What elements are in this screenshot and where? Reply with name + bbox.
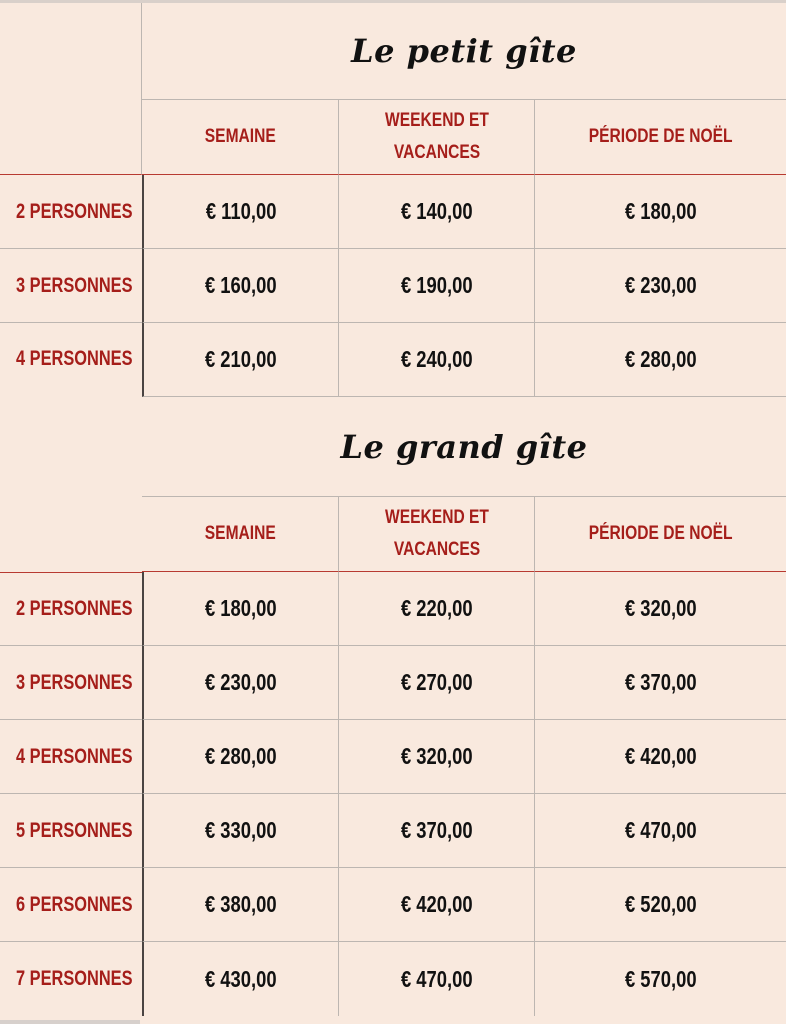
column-header-label: SEMAINE [204,126,276,147]
price-value: € 420,00 [624,743,697,769]
price-cell [535,720,786,794]
row-label-cell [0,868,142,942]
row-label: 7 PERSONNES [16,967,133,990]
price-value: € 180,00 [624,198,697,224]
column-header-label: WEEKEND ET VACANCES [384,507,489,560]
price-cell [142,942,339,1016]
price-value: € 110,00 [205,198,277,224]
price-value: € 280,00 [624,346,697,372]
price-value: € 220,00 [400,595,473,621]
price-cell [535,249,786,323]
corner-cell [0,3,142,100]
price-cell [142,720,339,794]
row-label-cell [0,720,142,794]
price-cell [339,942,535,1016]
price-value: € 330,00 [205,817,277,843]
column-header [142,100,339,175]
price-table [0,3,786,1016]
row-label: 4 PERSONNES [16,744,133,768]
price-cell [535,942,786,1016]
section-title-cell [142,397,786,497]
price-cell [339,175,535,249]
column-header [339,100,535,175]
section-title: Le petit gîte [351,32,577,70]
row-label: 6 PERSONNES [16,892,133,916]
price-cell [535,868,786,942]
section-title: Le grand gîte [340,427,588,466]
row-label-cell [0,942,142,1016]
price-value: € 370,00 [400,817,473,843]
price-value: € 140,00 [400,198,473,224]
price-value: € 180,00 [205,595,277,621]
price-value: € 430,00 [205,965,277,992]
price-cell [339,720,535,794]
price-value: € 270,00 [400,669,473,695]
row-label: 2 PERSONNES [16,199,133,223]
row-label: 3 PERSONNES [16,670,133,694]
row-label-cell [0,323,142,397]
price-value: € 230,00 [205,669,277,695]
column-header [535,497,786,572]
price-value: € 240,00 [400,346,473,372]
price-value: € 470,00 [624,817,697,843]
column-header [339,497,535,572]
price-cell [339,572,535,646]
price-cell [339,646,535,720]
bottom-border [0,1020,140,1024]
price-value: € 190,00 [400,272,473,298]
price-value: € 160,00 [205,272,277,298]
price-cell [142,175,339,249]
column-header [142,497,339,572]
price-cell [339,868,535,942]
price-value: € 520,00 [624,891,697,917]
price-cell [142,572,339,646]
row-label-cell [0,175,142,249]
price-value: € 320,00 [400,743,473,769]
price-cell [535,572,786,646]
price-cell [142,794,339,868]
row-label: 5 PERSONNES [16,818,133,842]
price-value: € 420,00 [400,891,473,917]
price-cell [535,646,786,720]
price-cell [535,794,786,868]
price-cell [142,249,339,323]
column-header-label: PÉRIODE DE NOËL [588,523,733,544]
section-title-cell [142,3,786,100]
row-label: 3 PERSONNES [16,273,133,297]
column-header-label: PÉRIODE DE NOËL [588,126,733,147]
row-label: 4 PERSONNES [16,347,133,370]
price-value: € 280,00 [205,743,277,769]
column-header-label: SEMAINE [204,523,276,544]
price-cell [535,175,786,249]
price-value: € 370,00 [624,669,697,695]
price-value: € 570,00 [624,965,697,992]
corner-cell [0,100,142,175]
price-value: € 210,00 [205,346,277,372]
row-label: 2 PERSONNES [16,597,133,620]
price-value: € 320,00 [624,595,697,621]
price-value: € 230,00 [624,272,697,298]
row-label-cell [0,572,142,646]
price-value: € 380,00 [205,891,277,917]
column-header-label: WEEKEND ET VACANCES [384,110,489,163]
row-label-cell [0,249,142,323]
price-value: € 470,00 [400,965,473,992]
price-cell [142,868,339,942]
price-cell [142,323,339,397]
price-cell [142,646,339,720]
row-label-cell [0,646,142,720]
price-cell [339,323,535,397]
price-cell [339,249,535,323]
row-label-cell [0,794,142,868]
price-cell [535,323,786,397]
column-header [535,100,786,175]
price-cell [339,794,535,868]
